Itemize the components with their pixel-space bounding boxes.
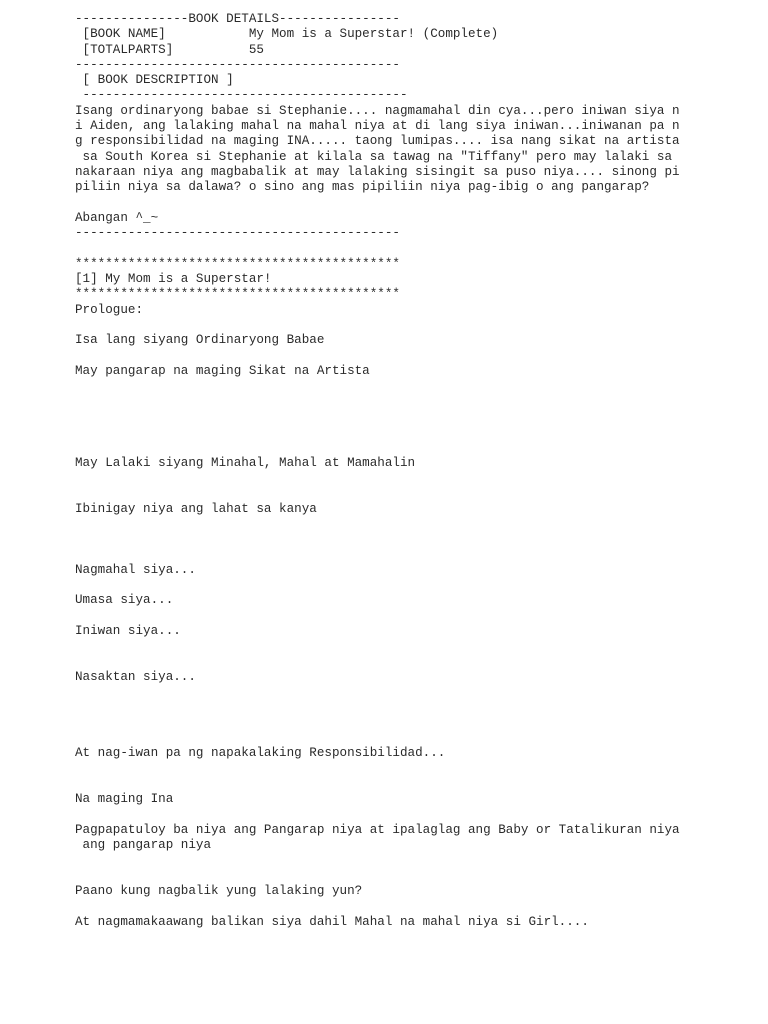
blank-line — [75, 869, 735, 884]
text-line: ------------------------------------------- — [75, 88, 408, 103]
blank-line — [75, 639, 735, 654]
text-line: [ BOOK DESCRIPTION ] — [75, 73, 234, 88]
text-line: Umasa siya... — [75, 593, 174, 608]
text-line: Paano kung nagbalik yung lalaking yun? — [75, 883, 363, 898]
blank-line — [75, 685, 735, 700]
text-line: ------------------------------------------- — [75, 57, 400, 72]
text-line: g responsibilidad na maging INA..... taong lumipas.... isa nang sikat na artista — [75, 134, 680, 149]
text-line: Pagpapatuloy ba niya ang Pangarap niya at ipalaglag ang Baby or Tatalikuran niya — [75, 822, 680, 837]
blank-line — [75, 777, 735, 792]
text-line: Na maging Ina — [75, 792, 174, 807]
blank-line — [75, 471, 735, 486]
text-line: Iniwan siya... — [75, 623, 181, 638]
text-line: [TOTALPARTS] 55 — [75, 42, 264, 57]
blank-line — [75, 517, 735, 532]
blank-line — [75, 318, 735, 333]
blank-line — [75, 731, 735, 746]
blank-line — [75, 547, 735, 562]
blank-line — [75, 196, 735, 211]
blank-line — [75, 853, 735, 868]
blank-line — [75, 578, 735, 593]
text-line: [BOOK NAME] My Mom is a Superstar! (Complete) — [75, 27, 499, 42]
document-text — [75, 12, 735, 930]
blank-line — [75, 807, 735, 822]
text-line: [1] My Mom is a Superstar! — [75, 272, 272, 287]
text-line: Ibinigay niya ang lahat sa kanya — [75, 501, 317, 516]
text-line: piliin niya sa dalawa? o sino ang mas pipiliin niya pag-ibig o ang pangarap? — [75, 180, 650, 195]
text-line: Isa lang siyang Ordinaryong Babae — [75, 333, 325, 348]
text-line: Prologue: — [75, 302, 144, 317]
text-line: At nag-iwan pa ng napakalaking Responsibilidad... — [75, 746, 446, 761]
text-line: Nagmahal siya... — [75, 562, 196, 577]
text-line: Abangan ^_~ — [75, 210, 159, 225]
text-line: Isang ordinaryong babae si Stephanie.... nagmamahal din cya...pero iniwan siya n — [75, 103, 680, 118]
blank-line — [75, 609, 735, 624]
blank-line — [75, 716, 735, 731]
blank-line — [75, 899, 735, 914]
text-line: May Lalaki siyang Minahal, Mahal at Mamahalin — [75, 455, 416, 470]
text-line: sa South Korea si Stephanie at kilala sa tawag na "Tiffany" pero may lalaki sa — [75, 149, 673, 164]
text-line: nakaraan niya ang magbabalik at may lalaking sisingit sa puso niya.... sinong pi — [75, 164, 680, 179]
text-line: Nasaktan siya... — [75, 669, 196, 684]
blank-line — [75, 440, 735, 455]
text-line: ------------------------------------------- — [75, 226, 400, 241]
blank-line — [75, 241, 735, 256]
text-line: May pangarap na maging Sikat na Artista — [75, 363, 370, 378]
blank-line — [75, 762, 735, 777]
blank-line — [75, 394, 735, 409]
text-line: ******************************************* — [75, 287, 400, 302]
blank-line — [75, 486, 735, 501]
text-line: ang pangarap niya — [75, 838, 212, 853]
text-line: i Aiden, ang lalaking mahal na mahal niya at di lang siya iniwan...iniwanan pa n — [75, 119, 680, 134]
blank-line — [75, 410, 735, 425]
blank-line — [75, 349, 735, 364]
blank-line — [75, 379, 735, 394]
blank-line — [75, 654, 735, 669]
blank-line — [75, 532, 735, 547]
text-line: ---------------BOOK DETAILS---------------- — [75, 12, 400, 26]
text-line: At nagmamakaawang balikan siya dahil Mahal na mahal niya si Girl.... — [75, 914, 589, 929]
text-line: ******************************************* — [75, 256, 400, 271]
blank-line — [75, 425, 735, 440]
blank-line — [75, 700, 735, 715]
